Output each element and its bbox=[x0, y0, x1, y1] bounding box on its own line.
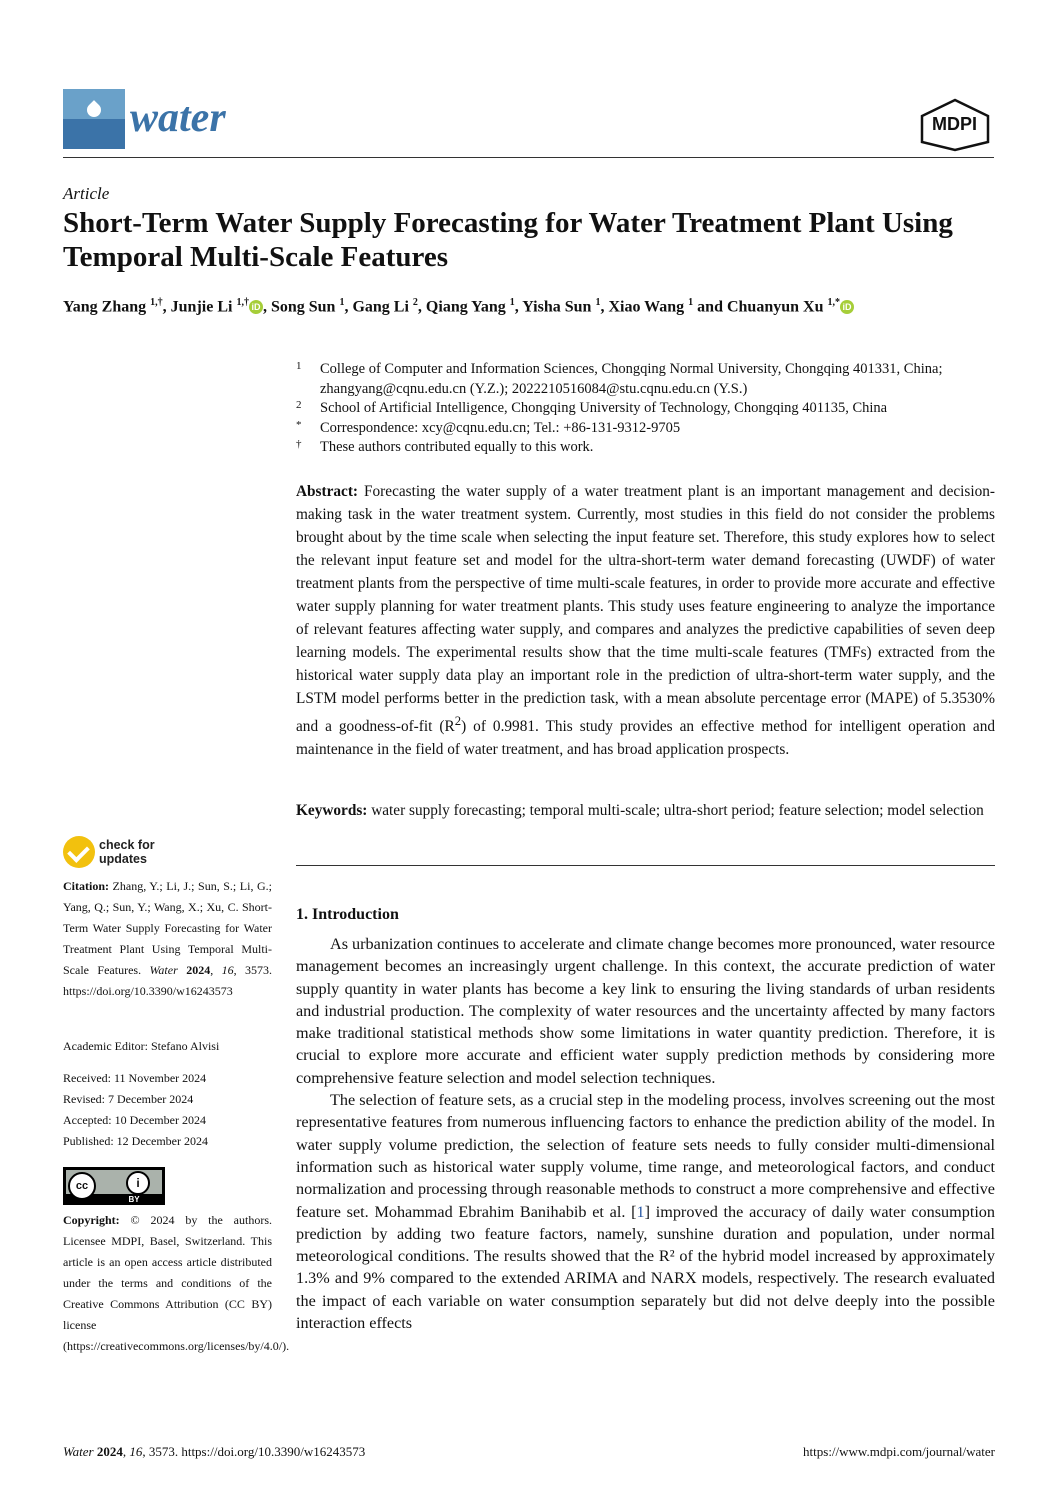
author-affiliation-mark: 1,† bbox=[236, 297, 249, 308]
affiliation-mark: 2 bbox=[296, 399, 302, 411]
publisher-name: MDPI bbox=[932, 114, 977, 134]
by-label: BY bbox=[128, 1195, 140, 1204]
reference-link[interactable]: 1 bbox=[636, 1202, 645, 1221]
author-name: Yang Zhang bbox=[63, 298, 147, 316]
cc-icon: cc bbox=[68, 1172, 96, 1200]
date-line: Accepted: 10 December 2024 bbox=[63, 1113, 206, 1127]
affiliation-mark: * bbox=[296, 418, 302, 431]
copyright: Copyright: © 2024 by the authors. Licensee MDPI, Basel, Switzerland. This article is an open access article distributed under the terms and conditions of the Creative Commons Attribution (CC BY) license (https://creativecommons.org/licenses/by/4.0/). bbox=[63, 1213, 290, 1353]
paragraph: The selection of feature sets, as a crucial step in the modeling process, involves screening out the most representative features from numerous influencing factors to enhance the prediction ability of the model. In water supply volume prediction, the selection of feature sets needs to fully consider multi-dimensional information such as historical water supply volume, time range, and meteorological factors, and conduct normalization and processing through reasonable methods to construct a more comprehensive and effective feature set. Mohammad Ebrahim Banihabib et al. [1] improved the accuracy of daily water consumption prediction by adding two feature factors, namely, sunshine duration and population, under normal meteorological conditions. The results showed that the R² of the hybrid model increased by approximately 1.3% and 9% compared to the extended ARIMA and NARX models, respectively. The research evaluated the impact of each variable on water consumption separately but did not delve deeply into the possible interaction effects bbox=[296, 1091, 995, 1333]
author-separator: , bbox=[514, 298, 523, 316]
author-name: Chuanyun Xu bbox=[726, 298, 824, 316]
abstract-text: Forecasting the water supply of a water treatment plant is an important management and decision-making task in the water treatment system. Currently, most studies in this field do not consider the problems brought about by the time scale when selecting the input feature set. Therefore, this study explores how to select the relevant input feature set and model for the ultra-short-term water demand forecasting (UWDF) of water treatment plants from the perspective of time multi-scale features, in order to provide more accurate and effective water supply planning for water treatment plants. This study uses feature engineering to analyze the importance of relevant features affecting water supply, and compares and analyzes the predictive capabilities of seven deep learning models. The experimental results show that the time multi-scale features (TMFs) extracted from the historical water supply data play an important role in the prediction of ultra-short-term water supply, and the LSTM model performs better in the prediction task, with a mean absolute percentage error (MAPE) of 5.3530% and a goodness-of-fit (R bbox=[296, 483, 995, 736]
affiliation-line: Correspondence: xcy@cqnu.edu.cn; Tel.: +86-131-9312-9705 bbox=[320, 419, 681, 436]
section-heading: 1. Introduction bbox=[296, 906, 399, 923]
attribution-icon: i bbox=[126, 1171, 150, 1195]
journal-logo bbox=[63, 89, 125, 149]
author-affiliation-mark: 1,* bbox=[827, 297, 840, 308]
affiliation-mark: 1 bbox=[296, 360, 302, 372]
abstract bbox=[296, 480, 995, 761]
affiliation-line: School of Artificial Intelligence, Chongqing University of Technology, Chongqing 401135, China bbox=[320, 400, 888, 416]
keywords bbox=[296, 799, 995, 822]
author-affiliation-mark: 2 bbox=[412, 297, 418, 308]
orcid-icon[interactable]: iD bbox=[249, 300, 263, 314]
introduction-body bbox=[296, 933, 995, 1334]
author-name: Junjie Li bbox=[170, 298, 233, 316]
abstract-label: Abstract: bbox=[296, 483, 359, 500]
cc-by-license-badge[interactable] bbox=[63, 1167, 165, 1205]
citation: Citation: Zhang, Y.; Li, J.; Sun, S.; Li, G.; Yang, Q.; Sun, Y.; Wang, X.; Xu, C. Short-Term Water Supply Forecasting for Water Treatment Plant Using Temporal Multi-Scale Features. Water 2024, 16, 3573. https://doi.org/10.3390/w16243573 bbox=[63, 879, 273, 998]
affiliation-line: zhangyang@cqnu.edu.cn (Y.Z.); 2022210516084@stu.cqnu.edu.cn (Y.S.) bbox=[320, 380, 748, 397]
author-affiliation-mark: 1 bbox=[595, 297, 601, 308]
author-name: Gang Li bbox=[352, 298, 409, 316]
check-for-updates-link[interactable]: check for updates bbox=[99, 838, 155, 866]
article-type: Article bbox=[63, 184, 110, 203]
date-line: Revised: 7 December 2024 bbox=[63, 1092, 194, 1106]
author-name: Song Sun bbox=[270, 298, 336, 316]
affiliation-line: These authors contributed equally to this work. bbox=[320, 439, 594, 455]
author-affiliation-mark: 1 bbox=[339, 297, 345, 308]
date-line: Received: 11 November 2024 bbox=[63, 1071, 207, 1085]
author-name: Yisha Sun bbox=[522, 298, 592, 316]
abstract-text-end: ) of 0.9981. This study provides an effective method for intelligent operation and maintenance in the field of water treatment, and has broad application prospects. bbox=[296, 718, 995, 759]
author-affiliation-mark: 1,† bbox=[150, 297, 163, 308]
paragraph: As urbanization continues to accelerate and climate change becomes more pronounced, water resource management becomes an increasingly urgent challenge. In this context, the accurate prediction of water supply quantity in water plants has become a key link to ensuring the living standards of urban residents and industrial production. The complexity of water resources and the uncertainty affected by many factors make traditional statistical methods show some limitations in water quantity prediction. Therefore, it is crucial to explore more accurate and efficient water supply prediction methods by considering more comprehensive feature selection and model selection techniques. bbox=[296, 935, 995, 1087]
keywords-label: Keywords: bbox=[296, 802, 368, 819]
author-separator: and bbox=[693, 298, 727, 316]
author-separator: , bbox=[162, 298, 171, 316]
author-separator: , bbox=[344, 298, 353, 316]
affiliation-line: College of Computer and Information Sciences, Chongqing Normal University, Chongqing 401331, China; bbox=[320, 361, 943, 377]
abstract-superscript: 2 bbox=[454, 714, 462, 728]
header-divider bbox=[63, 157, 994, 158]
keywords-text: water supply forecasting; temporal multi-scale; ultra-short period; feature selection; model selection bbox=[371, 802, 984, 819]
author-name: Qiang Yang bbox=[425, 298, 506, 316]
check-for-updates-icon[interactable] bbox=[63, 836, 95, 868]
author-name: Xiao Wang bbox=[608, 298, 685, 316]
affiliation-mark: † bbox=[296, 438, 302, 450]
author-separator: , bbox=[262, 298, 271, 316]
date-line: Published: 12 December 2024 bbox=[63, 1134, 208, 1148]
abstract-divider bbox=[296, 865, 995, 866]
academic-editor: Academic Editor: Stefano Alvisi bbox=[63, 1039, 220, 1053]
author-separator: , bbox=[600, 298, 609, 316]
author-affiliation-mark: 1 bbox=[509, 297, 515, 308]
author-affiliation-mark: 1 bbox=[688, 297, 694, 308]
page-title: Short-Term Water Supply Forecasting for Water Treatment Plant Using Temporal Multi-Scale Features bbox=[63, 207, 953, 273]
journal-name: water bbox=[130, 95, 226, 141]
footer-citation: Water 2024, 16, 3573. https://doi.org/10.3390/w16243573 bbox=[63, 1444, 366, 1459]
author-separator: , bbox=[417, 298, 426, 316]
orcid-icon[interactable]: iD bbox=[840, 300, 854, 314]
footer-journal-url[interactable]: https://www.mdpi.com/journal/water bbox=[803, 1444, 995, 1459]
author-list bbox=[63, 297, 854, 316]
publication-dates bbox=[63, 1068, 272, 1152]
water-drop-icon bbox=[84, 100, 104, 120]
